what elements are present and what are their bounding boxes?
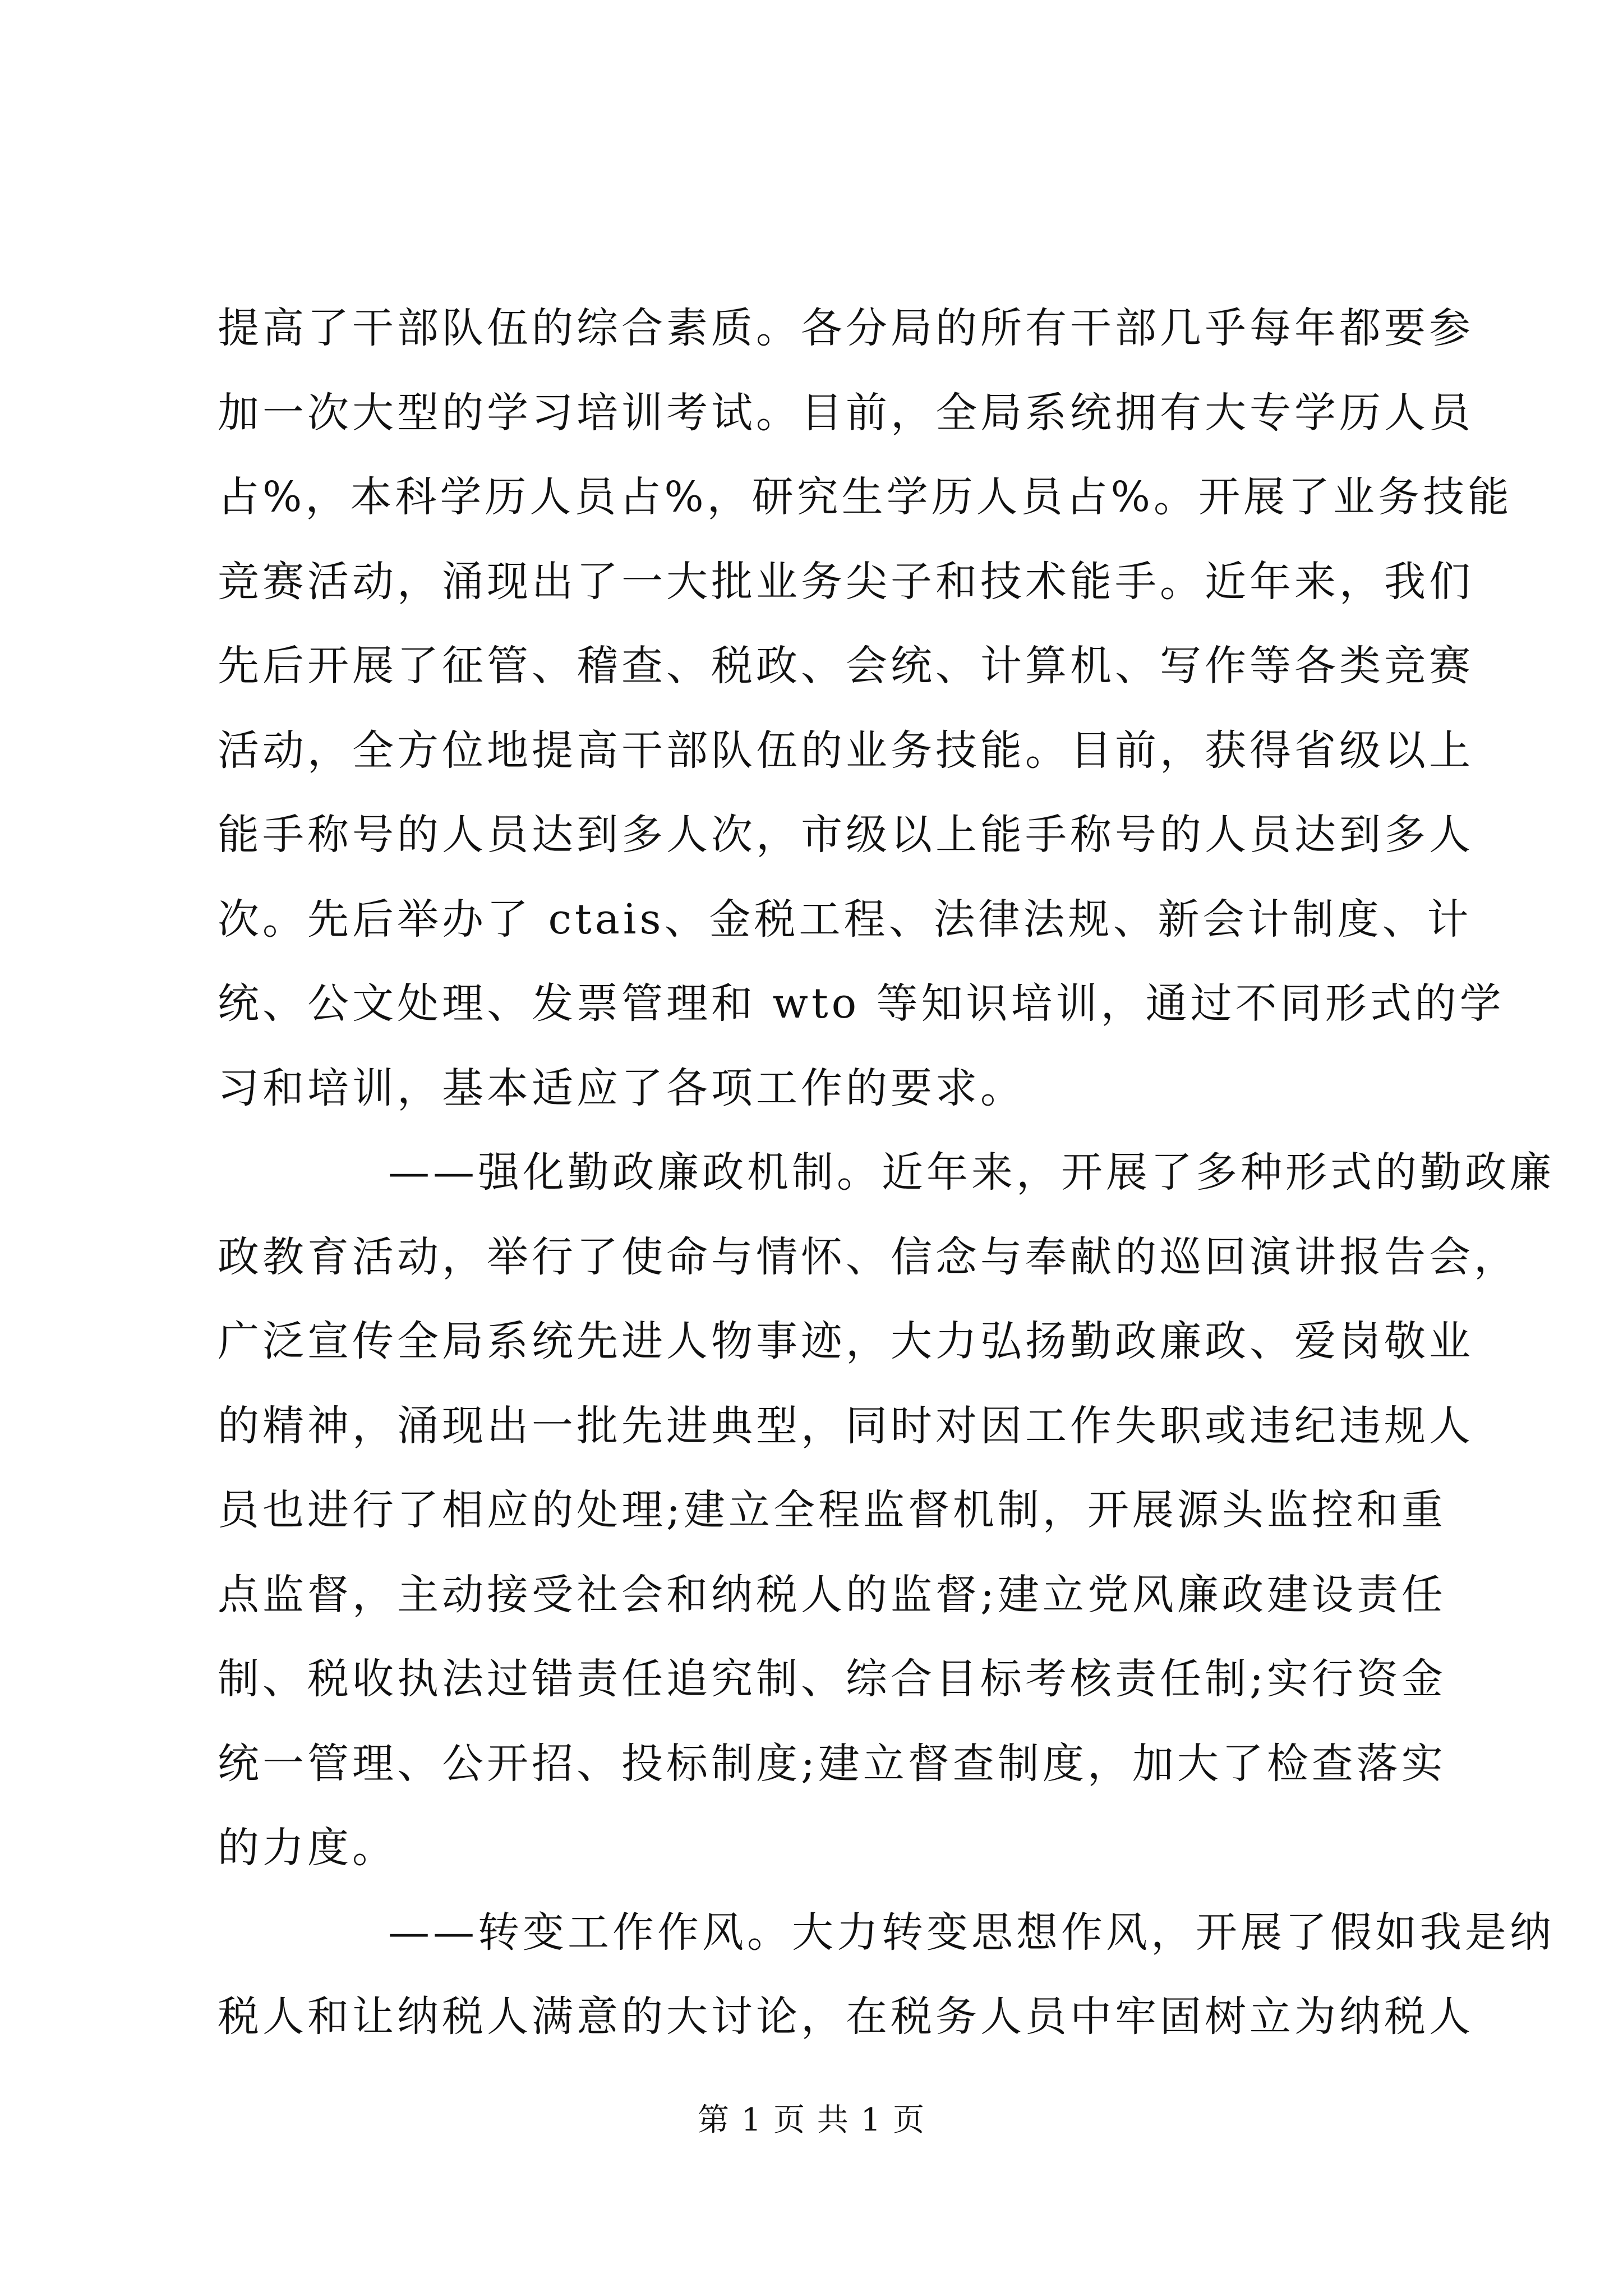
text-line: 点监督，主动接受社会和纳税人的监督;建立党风廉政建设责任 <box>218 1570 1446 1619</box>
text-line: 先后开展了征管、稽查、税政、会统、计算机、写作等各类竞赛 <box>218 642 1474 690</box>
text-line: 能手称号的人员达到多人次，市级以上能手称号的人员达到多人 <box>218 811 1474 859</box>
text-line: 习和培训，基本适应了各项工作的要求。 <box>218 1064 1025 1112</box>
text-line: 税人和让纳税人满意的大讨论，在税务人员中牢固树立为纳税人 <box>218 1993 1474 2041</box>
text-line: 的力度。 <box>218 1824 397 1872</box>
text-line: 广泛宣传全局系统先进人物事迹，大力弘扬勤政廉政、爱岗敬业 <box>218 1317 1474 1365</box>
text-line: 次。先后举办了 ctais、金税工程、法律法规、新会计制度、计 <box>218 895 1472 944</box>
text-line: 制、税收执法过错责任追究制、综合目标考核责任制;实行资金 <box>218 1655 1446 1703</box>
text-line: 统、公文处理、发票管理和 wto 等知识培训，通过不同形式的学 <box>218 979 1505 1028</box>
text-line: 活动，全方位地提高干部队伍的业务技能。目前，获得省级以上 <box>218 726 1474 775</box>
text-line: 政教育活动，举行了使命与情怀、信念与奉献的巡回演讲报告会， <box>218 1232 1519 1281</box>
paragraph-start-line: ——强化勤政廉政机制。近年来，开展了多种形式的勤政廉 <box>388 1148 1555 1197</box>
paragraph-start-line: ——转变工作作风。大力转变思想作风，开展了假如我是纳 <box>388 1908 1555 1957</box>
document-body <box>218 286 1555 2059</box>
text-line: 统一管理、公开招、投标制度;建立督查制度，加大了检查落实 <box>218 1739 1446 1788</box>
page-footer: 第 1 页 共 1 页 <box>697 2102 926 2138</box>
text-line: 提高了干部队伍的综合素质。各分局的所有干部几乎每年都要参 <box>218 304 1474 352</box>
text-line: 竞赛活动，涌现出了一大批业务尖子和技术能手。近年来，我们 <box>218 557 1474 606</box>
text-line: 员也进行了相应的处理;建立全程监督机制，开展源头监控和重 <box>218 1486 1446 1534</box>
text-line: 的精神，涌现出一批先进典型，同时对因工作失职或违纪违规人 <box>218 1401 1474 1450</box>
text-line: 占%，本科学历人员占%，研究生学历人员占%。开展了业务技能 <box>218 473 1513 521</box>
text-line: 加一次大型的学习培训考试。目前，全局系统拥有大专学历人员 <box>218 388 1474 437</box>
